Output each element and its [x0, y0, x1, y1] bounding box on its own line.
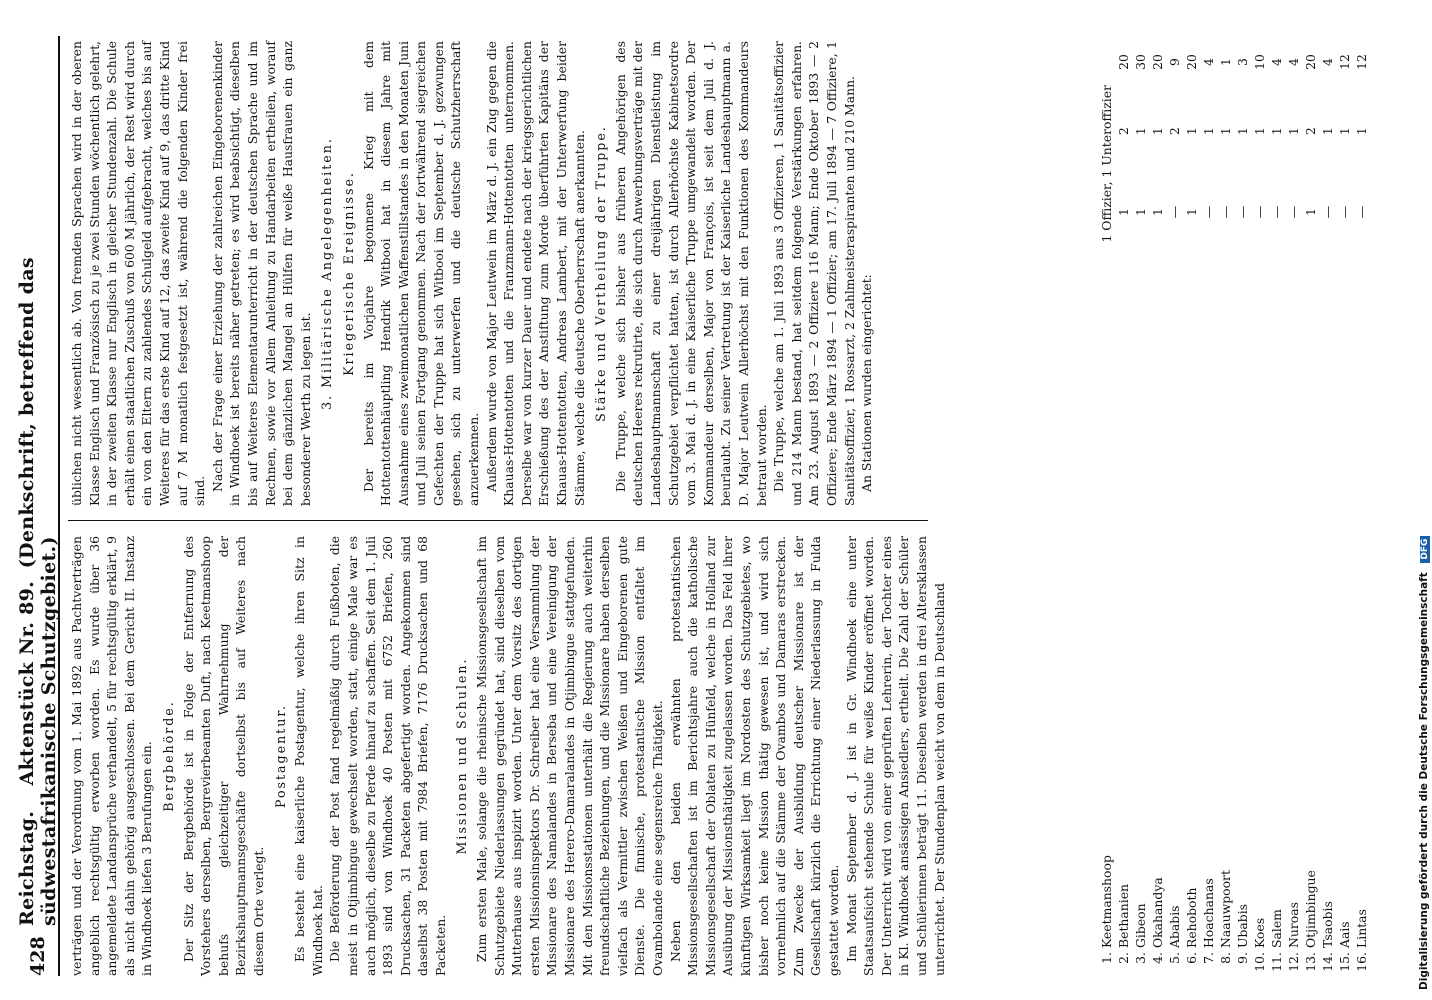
page-title — [16, 36, 60, 926]
station-name: Lintas — [1354, 909, 1369, 948]
officer-count: — — [1252, 205, 1267, 219]
nco-count: 1 — [1201, 127, 1216, 136]
officer-count: 1 — [1133, 208, 1148, 216]
nco-count: 1 — [1286, 127, 1301, 136]
men-count: 1 — [1218, 58, 1233, 66]
paragraph: üblichen nicht wesentlich ab. Von fremden Sprachen wird in der oberen Klasse Englisch und Französisch zu je zwei Stunden wöchentlich gelehrt, in der zweiten Klasse nur Englisch in gleicher Stundenzahl. Die Schule erhält einen staatlichen Zuschuß von 600 M jährlich, der Rest wird durch ein von den Eltern zu zahlendes Schulgeld aufgebracht, welches bis auf Weiteres für das erste Kind auf 12, das zweite Kind auf 9, das dritte Kind auf 7 M monatlich festgesetzt ist, während die folgenden Kinder frei sind. — [69, 41, 208, 506]
nco-count: 1 — [1218, 127, 1233, 136]
paragraph: Zum ersten Male, solange die rheinische Missionsgesellschaft im Schutzgebiete Niederlassungen gegründet hat, sind dieselben vom Mutterhause aus inspizirt worden. Unter dem Vorsitz des dortigen ersten Missionsinspektors Dr. Schreiber hat eine Versammlung der Missionare des Namalandes in Berseba und eine Vereinigung der Missionare des Herero-Damaralandes in Otjimbingue stattgefunden. Mit den Missionsstationen unterhält die Regierung auch weiterhin freundschaftliche Beziehungen, und die Missionare haben derselben vielfach als Vermittler zwischen Weißen und Eingeborenen gute Dienste. Die finnische, protestantische Mission entfaltet im Ovambolande eine segensreiche Thätigkeit. — [474, 536, 665, 976]
paragraph: Der bereits im Vorjahre begonnene Krieg mit dem Hottentottenhäuptling Hendrik Witbooi hat in diesem Jahre mit Ausnahme eines zweimonatlichen Waffenstillstandes in den Monaten Juni und Juli seinen Fortgang genommen. Nach der fortwährend siegreichen Gefechten der Truppe hat sich Witbooi im September d. J. gezwungen gesehen, sich zu unterwerfen und die deutsche Schutzherrschaft anzuerkennen. — [360, 41, 482, 506]
men-count: 30 — [1133, 54, 1148, 70]
men-count — [1098, 41, 1115, 83]
paragraph: Neben den beiden erwähnten protestantischen Missionsgesellschaften ist im Berichtsjahre auch die katholische Missionsgesellschaft der Oblaten zu Hünfeld, welche in Holland zur Ausübung der Missionsthätigkeit zugelassen worden. Das Feld ihrer künftigen Wirksamkeit liegt im Nordosten des Schutzgebietes, wo bisher noch keine Mission thätig gewesen ist, und wird sich vornehmlich auf die Stämme der Ovambos und Damaras erstrecken. Zum Zwecke der Ausbildung deutscher Missionare ist der Gesellschaft kürzlich die Errichtung einer Niederlassung in Fulda gestattet worden. — [667, 536, 841, 976]
station-number: 13. — [1303, 952, 1318, 972]
officer-count: 1 — [1116, 208, 1131, 216]
paragraph: An Stationen wurden eingerichtet: — [859, 274, 875, 492]
nco-count: 2 — [1116, 127, 1131, 136]
header-subject: (Denkschrift, betreffend das südwestafrikanische Schutzgebiet.) — [16, 257, 60, 926]
station-number: 3. — [1133, 952, 1148, 964]
nco-count: 1 — [1354, 127, 1369, 136]
station-name: Ubabis — [1235, 903, 1250, 948]
nco-count: 2 — [1167, 127, 1182, 136]
men-count: 4 — [1320, 58, 1335, 66]
table-row — [1268, 41, 1285, 976]
nco-count: 1 — [1252, 127, 1267, 136]
officer-count: 1 Offizier, — [1099, 181, 1114, 243]
station-number: 2. — [1116, 952, 1131, 964]
paragraph: verträgen und der Verordnung vom 1. Mai 1892 aus Pachtverträgen angeblich rechtsgültig erworben worden. Es wurde über 36 angemeldete Landansprüche verhandelt, 5 für rechtsgültig erklärt, 9 als nicht dahin gehörig ausgeschlossen. Bei dem Gericht II. Instanz in Windhoek liefen 3 Berufungen ein. — [69, 536, 155, 976]
men-count: 4 — [1201, 58, 1216, 66]
station-number: 6. — [1184, 952, 1199, 964]
men-count: 20 — [1303, 54, 1318, 70]
section-heading-staerke: Stärke und Vertheilung der Truppe. — [593, 125, 609, 422]
station-name: Okahandya — [1150, 877, 1165, 948]
officer-count: — — [1235, 205, 1250, 219]
nco-count: 2 — [1303, 127, 1318, 136]
station-name: Naauwpoort — [1218, 870, 1233, 948]
officer-count: — — [1218, 205, 1233, 219]
officer-count: — — [1167, 205, 1182, 219]
men-count: 10 — [1252, 54, 1267, 70]
nco-count: 1 — [1235, 127, 1250, 136]
men-count: 9 — [1167, 58, 1182, 66]
table-row — [1149, 41, 1166, 976]
station-number: 1. — [1099, 952, 1114, 964]
station-name: Koes — [1252, 917, 1267, 948]
dfg-credit — [1418, 30, 1430, 990]
station-number: 5. — [1167, 952, 1182, 964]
page-number: 428 — [27, 936, 49, 976]
officer-count: — — [1269, 205, 1284, 219]
station-number: 8. — [1218, 952, 1233, 964]
men-count: 20 — [1184, 54, 1199, 70]
station-name: Gibeon — [1133, 903, 1148, 948]
officer-count: 1 — [1303, 208, 1318, 216]
men-count: 4 — [1286, 58, 1301, 66]
officer-count: — — [1354, 205, 1369, 219]
dfg-logo: DFG — [1420, 536, 1430, 563]
station-number: 14. — [1320, 952, 1335, 972]
officer-count: — — [1286, 205, 1301, 219]
paragraph: Im Monat September d. J. ist in Gr. Windhoek eine unter Staatsaufsicht stehende Schule für weiße Kinder eröffnet worden. Der Unterricht wird von einer geprüften Lehrerin, der Tochter eines in Kl. Windhoek ansässigen Ansiedlers, ertheilt. Die Zahl der Schüler und Schülerinnen beträgt 11. Dieselben werden in drei Altersklassen unterrichtet. Der Stundenplan weicht von dem in Deutschland — [843, 536, 947, 976]
table-row — [1353, 41, 1370, 976]
rotated-page — [16, 36, 1369, 976]
station-name: Aais — [1337, 921, 1352, 948]
table-row — [1200, 41, 1217, 976]
paragraph: Die Truppe, welche sich bisher aus früheren Angehörigen des deutschen Heeres rekrutirte, die sich durch Anwerbungsverträge mit der Landeshauptmannschaft zu einer dreijährigen Dienstleistung im Schutzgebiet verpflichtet hatten, ist durch Allerhöchste Kabinetsordre vom 3. Mai d. J. in eine Kaiserliche Truppe umgewandelt worden. Der Kommandeur derselben, Major von François, ist seit dem Juli d. J. beurlaubt. Zu seiner Vertretung ist der Kaiserliche Landeshauptmann a. D. Major Leutwein Allerhöchst mit den Funktionen des Kommandeurs betraut worden. — [612, 41, 769, 506]
station-name: Salem — [1269, 909, 1284, 948]
men-count: 3 — [1235, 58, 1250, 66]
table-row — [1166, 41, 1183, 976]
nco-count: 1 — [1269, 127, 1284, 136]
station-name: Keetmanshoop — [1099, 855, 1114, 948]
page-header — [18, 36, 60, 976]
table-row — [1336, 41, 1353, 976]
column-divider — [68, 520, 928, 521]
station-name: Rehoboth — [1184, 887, 1199, 948]
table-row — [1217, 41, 1234, 976]
nco-count: 1 — [1133, 127, 1148, 136]
header-left: Reichstag. — [16, 810, 38, 926]
section-heading-missionen: Missionen und Schulen. — [454, 657, 470, 855]
table-row — [1132, 41, 1149, 976]
paragraph: Es besteht eine kaiserliche Postagentur, welche ihren Sitz in Windhoek hat. — [292, 536, 325, 976]
table-row — [1115, 41, 1132, 976]
station-number: 4. — [1150, 952, 1165, 964]
station-number: 12. — [1286, 952, 1301, 972]
men-count: 12 — [1354, 54, 1369, 70]
section-heading-militaer: 3. Militärische Angelegenheiten. — [319, 137, 335, 410]
section-heading-krieg: Kriegerische Ereignisse. — [340, 171, 356, 376]
officer-count: 1 — [1150, 208, 1165, 216]
nco-count: 1 — [1184, 127, 1199, 136]
left-column — [68, 536, 948, 976]
men-count: 20 — [1116, 54, 1131, 70]
nco-count: 1 — [1320, 127, 1335, 136]
table-row — [1319, 41, 1336, 976]
station-name: Otjimbingue — [1303, 870, 1318, 948]
right-column — [68, 41, 876, 506]
table-row — [1285, 41, 1302, 976]
stations-block — [1098, 41, 1370, 976]
station-number: 16. — [1354, 952, 1369, 972]
dfg-credit-text: Digitalisierung gefördert durch die Deutsche Forschungsgemeinschaft — [1418, 572, 1430, 990]
station-name: Tsaobis — [1320, 901, 1335, 948]
table-row — [1251, 41, 1268, 976]
nco-count: 1 — [1150, 127, 1165, 136]
station-number: 10. — [1252, 952, 1267, 972]
station-name: Nuroas — [1286, 902, 1301, 948]
table-row — [1183, 41, 1200, 976]
paragraph: Der Sitz der Bergbehörde ist in Folge der Entfernung des Vorstehers derselben, Bergrevierbeamten Duft, nach Keetmanshoop behufs gleichzeitiger Wahrnehmung der Bezirkshauptmannsgeschäfte dortselbst bis auf Weiteres nach diesem Orte verlegt. — [180, 536, 266, 976]
officer-count: — — [1201, 205, 1216, 219]
officer-count: — — [1337, 205, 1352, 219]
station-number: 11. — [1269, 952, 1284, 972]
paragraph: Die Beförderung der Post fand regelmäßig durch Fußboten, die meist in Otjimbingue gewechselt worden, statt, einige Male war es auch möglich, dieselbe zu Pferde hinauf zu schaffen. Seit dem 1. Juli 1893 sind von Windhoek 40 Posten mit 6752 Briefen, 260 Drucksachen, 31 Packeten abgefertigt worden. Angekommen sind daselbst 38 Posten mit 7984 Briefen, 7176 Drucksachen und 68 Packeten. — [327, 536, 448, 976]
men-count: 12 — [1337, 54, 1352, 70]
men-count: 20 — [1150, 54, 1165, 70]
station-name: Hoachanas — [1201, 878, 1216, 948]
station-number: 9. — [1235, 952, 1250, 964]
men-count: 4 — [1269, 58, 1284, 66]
nco-count: 1 — [1337, 127, 1352, 136]
paragraph: Außerdem wurde von Major Leutwein im März d. J. ein Zug gegen die Khauas-Hottentotten und die Franzmann-Hottentotten unternommen. Derselbe war von kurzer Dauer und endete nach der kriegsgerichtlichen Erschießung des der Anstiftung zum Morde überführten Kapitäns der Khauas-Hottentotten, Andreas Lambert, mit der Unterwerfung beider Stämme, welche die deutsche Oberherrschaft anerkannten. — [483, 41, 587, 506]
station-name: Ababis — [1167, 905, 1182, 948]
table-row — [1098, 41, 1115, 976]
table-row — [1234, 41, 1251, 976]
station-number: 15. — [1337, 952, 1352, 972]
station-number: 7. — [1201, 952, 1216, 964]
paragraph: Nach der Frage einer Erziehung der zahlreichen Eingeborenenkinder in Windhoek ist bereits näher getreten; es wird beabsichtigt, dieselben bis auf Weiteres Elementarunterricht in der deutschen Sprache und im Rechnen, sowie vor Allem Anleitung zu Handarbeiten ertheilen, worauf bei dem gänzlichen Mangel an Hülfen für weiße Hausfrauen ein ganz besonderer Werth zu legen ist. — [209, 41, 313, 506]
officer-count: 1 — [1184, 208, 1199, 216]
table-row — [1302, 41, 1319, 976]
station-name: Bethanien — [1116, 883, 1131, 948]
section-heading-postagentur: Postagentur. — [272, 704, 288, 809]
paragraph: Die Truppe, welche am 1. Juli 1893 aus 3 Offizieren, 1 Sanitätsoffizier und 214 Mann bestand, hat seitdem folgende Verstärkungen erfahren. Am 23. August 1893 — 2 Offiziere 116 Mann; Ende Oktober 1893 — 2 Offiziere; Ende März 1894 — 1 Offizier; am 17. Juli 1894 — 7 Offiziere, 1 Sanitätsoffizier, 1 Rossarzt, 2 Zahlmeisteraspiranten und 210 Mann. — [771, 41, 857, 506]
stations-table — [1098, 41, 1370, 976]
header-doc: Aktenstück Nr. 89. — [16, 580, 38, 786]
nco-count: 1 Unteroffizier — [1099, 85, 1114, 178]
section-heading-bergbehoerde: Bergbehörde. — [160, 700, 176, 812]
officer-count: — — [1320, 205, 1335, 219]
